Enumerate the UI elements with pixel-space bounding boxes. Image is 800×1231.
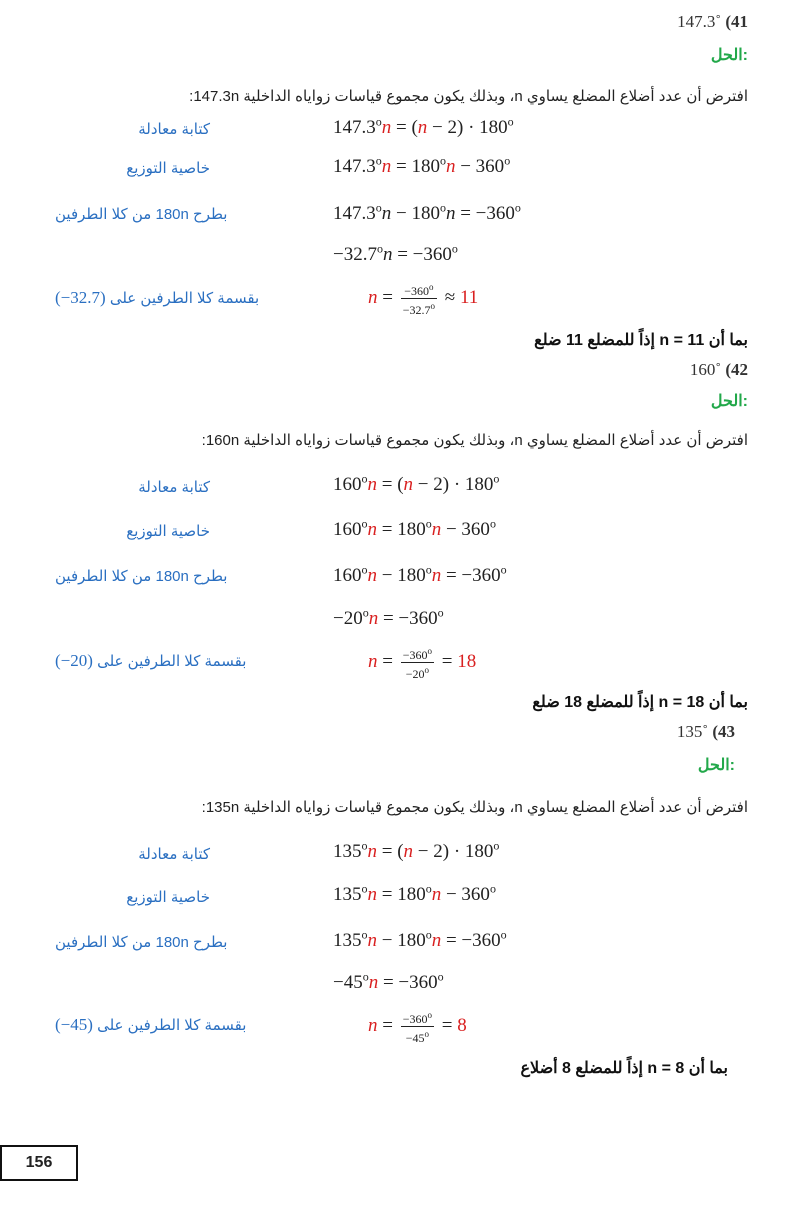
problem-42-conclusion: بما أن n = 18 إذاً للمضلع 18 ضلع bbox=[532, 694, 748, 711]
problem-43-step2-label: خاصية التوزيع bbox=[126, 889, 210, 906]
problem-42-step1-label: كتابة معادلة bbox=[138, 479, 210, 496]
problem-41-solution-label: الحل: bbox=[710, 47, 748, 64]
problem-41-equation-1: $147.3^on = (n - 2) \cdot 180^o$ bbox=[333, 114, 514, 138]
problem-42-intro: افترض أن عدد أضلاع المضلع يساوي n، وبذلك يكون مجموع قياسات زواياه الداخلية 160n: bbox=[201, 432, 748, 449]
problem-42-equation-3: $160^on - 180^on = -360^o$ bbox=[333, 562, 507, 586]
problem-43-step3-label: بطرح 180n من كلا الطرفين bbox=[55, 934, 228, 951]
problem-41-header: 147.3˚ (41 bbox=[677, 12, 748, 31]
problem-41-step1-label: كتابة معادلة bbox=[138, 121, 210, 138]
problem-43-solution-label: الحل: bbox=[697, 757, 735, 774]
problem-43-fraction: $\frac{-360^o}{-45^o}$ bbox=[402, 1010, 432, 1045]
problem-43-equation-4: $-45^on = -360^o$ bbox=[333, 969, 444, 993]
problem-43-equation-1: $135^on = (n - 2) \cdot 180^o$ bbox=[333, 838, 500, 862]
problem-41-step3-label: بطرح 180n من كلا الطرفين bbox=[55, 206, 228, 223]
problem-41-equation-3: $147.3^on - 180^on = -360^o$ bbox=[333, 200, 521, 224]
problem-41-intro: افترض أن عدد أضلاع المضلع يساوي n، وبذلك يكون مجموع قياسات زواياه الداخلية 147.3n: bbox=[189, 88, 748, 105]
problem-43-header: 135˚ (43 bbox=[676, 722, 735, 741]
problem-41-fraction: $\frac{-360^o}{-32.7^o}$ bbox=[402, 282, 435, 317]
problem-43-equation-3: $135^on - 180^on = -360^o$ bbox=[333, 927, 507, 951]
problem-43-intro: افترض أن عدد أضلاع المضلع يساوي n، وبذلك يكون مجموع قياسات زواياه الداخلية 135n: bbox=[201, 799, 748, 816]
problem-42-step2-label: خاصية التوزيع bbox=[126, 523, 210, 540]
problem-43-equation-2: $135^on = 180^on - 360^o$ bbox=[333, 881, 496, 905]
page-number-box bbox=[0, 1145, 78, 1181]
problem-43-equation-5: n = $\frac{-360^o}{-45^o}$ = 8 bbox=[368, 1010, 467, 1045]
page-number: 156 bbox=[25, 1154, 53, 1171]
problem-43-conclusion: بما أن n = 8 إذاً للمضلع 8 أضلاع bbox=[520, 1060, 728, 1077]
problem-42-fraction: $\frac{-360^o}{-20^o}$ bbox=[402, 646, 432, 681]
problem-41-equation-2: $147.3^on = 180^on - 360^o$ bbox=[333, 153, 511, 177]
problem-42-step5-label: بقسمة كلا الطرفين على (−20) bbox=[55, 651, 247, 670]
problem-42-equation-2: $160^on = 180^on - 360^o$ bbox=[333, 516, 496, 540]
problem-41-step5-label: بقسمة كلا الطرفين على (−32.7) bbox=[55, 288, 260, 307]
problem-41-conclusion: بما أن n = 11 إذاً للمضلع 11 ضلع bbox=[534, 332, 748, 349]
problem-42-step3-label: بطرح 180n من كلا الطرفين bbox=[55, 568, 228, 585]
problem-41-equation-5: n = $\frac{-360^o}{-32.7^o}$ ≈ 11 bbox=[368, 282, 479, 317]
problem-43-step5-label: بقسمة كلا الطرفين على (−45) bbox=[55, 1015, 247, 1034]
problem-41-equation-4: $-32.7^on = -360^o$ bbox=[333, 241, 458, 265]
problem-42-solution-label: الحل: bbox=[710, 393, 748, 410]
problem-42-equation-4: $-20^on = -360^o$ bbox=[333, 605, 444, 629]
problem-43-step1-label: كتابة معادلة bbox=[138, 846, 210, 863]
problem-42-equation-1: $160^on = (n - 2) \cdot 180^o$ bbox=[333, 471, 500, 495]
problem-42-header: 160˚ (42 bbox=[689, 360, 748, 379]
problem-41-step2-label: خاصية التوزيع bbox=[126, 160, 210, 177]
problem-42-equation-5: n = $\frac{-360^o}{-20^o}$ = 18 bbox=[368, 646, 477, 681]
